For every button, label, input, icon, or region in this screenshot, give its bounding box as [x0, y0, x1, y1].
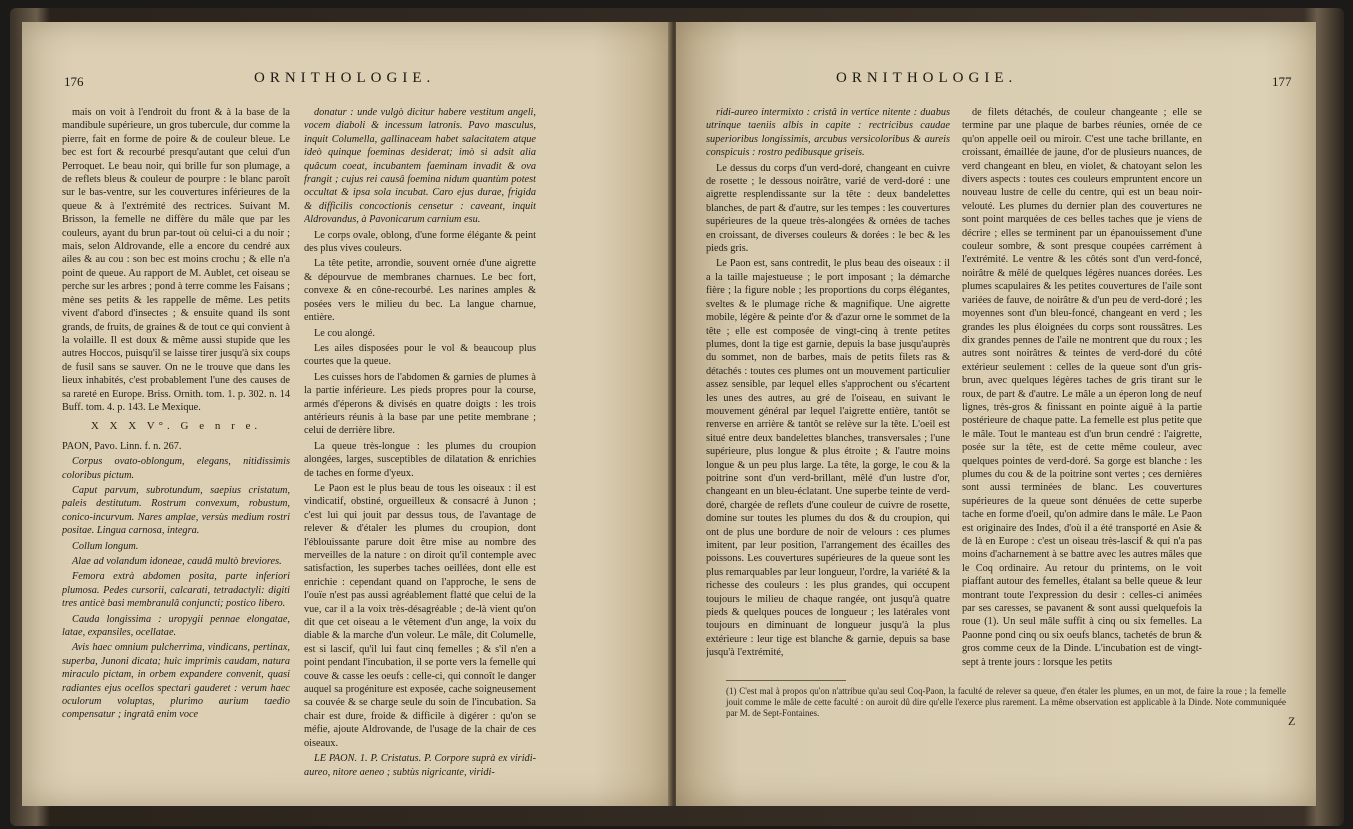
- paragraph: Le Paon est, sans contredit, le plus beau des oiseaux : il a la taille majestueuse ; le port imposant ; la démarche fière ; la figure noble ; les proportions du corps élégantes, sveltes & le plumage riche & magnifique. Une aigrette mobile, légère & peinte d'or & d'azur orne le sommet de la tête ; elle est composée de vingt-cinq à trente petites plumes, dont la tige est garnie, depuis la base jusqu'auprès du sommet, non de barbes, mais de petits filets ras & détachés : toutes ces plumes ont un mouvement particulier assez sensible, par lequel elles s'approchent ou s'écartent les unes des autres, au gré de l'oiseau, en suivant le mouvement général par lequel l'aigrette entière, tantôt se renverse en arrière & tantôt se relève sur la tête. L'oeil est situé entre deux bandelettes blanches, transversales ; l'une supérieure, plus longue & plus étroite ; & l'autre moins longue & un peu plus large. La tête, la gorge, le cou & la poitrine sont d'un verd-brillant, mêlé d'un lustre d'or, changeant en un bleu-éclatant. Une superbe teinte de verd-doré, chargée de reflets d'une couleur de cuivre de rosette, domine sur toutes les plumes du dos & du croupion, qui ont de plus une bordure de noir de velours : ces plumes imitent, par leur position, l'arrangement des écailles des poissons. Les couvertures supérieures de la queue sont les plus remarquables par leur longueur, l'ordre, la variété & la richesse des couleurs : les plus grandes, qui occupent toujours le milieu de chaque rangée, ont jusqu'à quatre pieds & quelques pouces de longueur ; les latérales vont toujours en diminuant de longueur jusqu'à la plus extérieure : leur tige est blanche & garnie, depuis sa base jusqu'à l'extrémité,: [706, 258, 950, 659]
- page-number: 176: [64, 74, 84, 89]
- running-head: ORNITHOLOGIE.: [254, 70, 436, 86]
- right-page: [676, 22, 1316, 806]
- latin-paragraph: Avis haec omnium pulcherrima, vindicans, pertinax, superba, Junoni dicata; huic imprimis caudam, natura miraculo pictam, in orbem expandere convenit, quasi radiantes ejus ocellos spectari gauderet : verum haec oculorum voluptas, plurimo aurium taedio compensatur ; ingratâ enim voce: [62, 642, 290, 721]
- paragraph: Le Paon est le plus beau de tous les oiseaux : il est vindicatif, obstiné, orgueilleux & consacré à Junon ; c'est lui qui jouit par dessus tous, de l'avantage de relever & d'étaler les plumes du croupion, dont l'éblouissante parure doit être mise au nombre des merveilles de la nature : on diroit qu'il contemple avec satisfaction, les superbes taches oeillées, dont elle est enrichie : cependant quand on l'approche, le sens de l'ouïe n'est pas aussi agréablement flatté que celui de la vue, car il a la voix très-désagréable ; de-là vient qu'on dit que cet oiseau a le vêtement d'un ange, la voix du diable & la marche d'un voleur. Le mâle, dit Columelle, est si lascif, qu'il lui faut cinq femelles ; & s'il n'en a point pendant l'incubation, il se porte vers la femelle qui couve & casse les oeufs : celle-ci, qui connoît le danger auquel sa progéniture est exposée, cache soigneusement sa couvée & se charge seule du soin de l'incubation. Sa chair est dure, froide & difficile à digérer : qu'on se méfie, ajoute Aldrovande, de l'usage de la chair de ces oiseaux.: [304, 482, 536, 749]
- latin-paragraph: donatur : unde vulgò dicitur habere vestitum angeli, vocem diaboli & incessum latronis. Pavo masculus, inquit Columella, gallinaceam habet salacitatem atque ideò quinque foeminas desiderat; imò si adsit alia quâcum coeat, incubantem faeminam invadit & ova frangit ; cujus rei causâ foemina nidum quantùm potest occultat & ipsa sola incubat. Caro ejus durae, frigida & difficilis concoctionis censetur : caveant, inquit Aldrovandus, à Pavonicarum carnium esu.: [304, 107, 536, 226]
- latin-paragraph: Alae ad volandum idoneae, caudâ multò breviores.: [72, 556, 282, 567]
- genus-heading: X X X V°. G e n r e.: [90, 420, 262, 433]
- paragraph: de filets détachés, de couleur changeante ; elle se termine par une plaque de barbes réunies, ornée de ce qu'on appelle oeil ou miroir. C'est une tache brillante, en croissant, émaillée de jaune, d'or de plusieurs nuances, de verd changeant en bleu, en violet, & chatoyant selon les divers aspects : toutes ces couleurs empruntent encore un nouveau lustre de celle du centre, qui est un beau noir-velouté. Les plumes du dernier plan des couvertures ne sont point marquées de ces belles taches que je viens de décrire ; elles se terminent par un épanouissement d'une couleur sombre, & sont presque coupées carrément à l'extrémité. Le ventre & les côtés sont d'un verd-foncé, noirâtre & mêlé de quelques légères nuances dorées. Les plumes scapulaires & les petites couvertures de l'aile sont variées de fauve, de noirâtre & d'un peu de verd-doré ; les moyennes sont d'un bleu-foncé, changeant en verd ; les grandes les plus éloignées du corps sont roussâtres. Les dix grandes pennes de l'aile ne montrent que du roux ; les autres sont noirâtres & teintes de verd-doré du côté extérieur seulement : celles de la queue sont d'un gris-brun, avec quelques légères taches de gris tirant sur le roux, de part & d'autre. Le mâle a un éperon long de neuf lignes, très-gros & finissant en pointe aiguë à la partie postérieure de chaque patte. La femelle est plus petite que le mâle. Tout le manteau est d'un brun cendré : l'aigrette, posée sur la tête, est de cette même couleur, avec quelques pointes de verd-doré. Sa gorge est blanche : les plumes du cou & de la poitrine sont vertes ; ces dernières sont aussi terminées de blanc. Les couvertures supérieures de la queue sont dénuées de cette superbe tache en forme d'oeil, qu'on admire dans le mâle. Le Paon est originaire des Indes, d'où il a été transporté en Asie & de là en Europe : c'est un oiseau très-lascif & qui n'a pas moins d'acharnement à se battre avec les autres mâles que le Coq ordinaire. Au retour du printems, on le voit piaffant autour des femelles, étalant sa belle queue & leur montrant toute l'expression du desir : celles-ci animées par ses caresses, se pavanent & sont aussi quelquefois la roue (1). Un seul mâle suffit à cinq ou six femelles. La Paonne pond cinq ou six oeufs blancs, tachetés de brun & gros comme ceux de la Dinde. L'incubation est de vingt-sept à trente jours : lorsque les petits: [962, 107, 1202, 668]
- paragraph: La queue très-longue : les plumes du croupion alongées, larges, susceptibles de dilatation & enrichies de taches en forme d'yeux.: [304, 440, 536, 479]
- latin-paragraph: Corpus ovato-oblongum, elegans, nitidissimis coloribus pictum.: [62, 456, 290, 481]
- right-column-1: [706, 106, 950, 676]
- page-number: 177: [1272, 74, 1292, 89]
- running-head: ORNITHOLOGIE.: [836, 70, 1018, 86]
- paragraph: mais on voit à l'endroit du front & à la base de la mandibule supérieure, un gros tubercule, dur comme la pierre, fait en forme de poire & de couleur bleue. Le bec est fort & recourbé presqu'autant que celui d'un Perroquet. Le beau noir, qui brille fur son plumage, a de reflets bleus & couleur de pourpre : le blanc paroît sur le bas-ventre, sur les couvertures inférieures de la queue & à l'extrémité des rectrices. Suivant M. Brisson, la femelle ne diffère du mâle que par les couleurs, ayant du brun par-tout où celui-ci a du noir ; mais, selon Aldrovande, elle a encore du cendré aux ailes & au cou : son bec est moins crochu ; & elle n'a point de queue. Au rapport de M. Aublet, cet oiseau se perche sur les arbres ; pond à terre comme les Faisans ; mène ses petits & les rappelle de même. Les petits vivent d'abord d'insectes ; & ensuite quand ils sont grands, de fruits, de graines & de tout ce qui convient à la volaille. Il est doux & même aussi stupide que les autres Hoccos, puisqu'il se laisse tirer jusqu'à six coups de fusil sans se sauver. On ne le trouve que dans les lieux inhabités, c'est probablement l'une des causes de sa rareté en Europe. Briss. Ornith. tom. 1. p. 302. n. 14 Buff. tom. 4. p. 143. Le Mexique.: [62, 107, 290, 413]
- footnote-rule: [726, 680, 846, 681]
- right-column-2: [962, 106, 1202, 676]
- latin-paragraph: LE PAON. 1. P. Cristatus. P. Corpore suprà ex viridi-aureo, nitore aeneo ; subtùs nigricante, viridi-: [304, 753, 536, 778]
- paragraph: Le cou alongé.: [314, 327, 375, 339]
- paragraph: Le corps ovale, oblong, d'une forme élégante & peint des plus vives couleurs.: [304, 229, 536, 255]
- latin-paragraph: Femora extrà abdomen posita, parte inferiori plumosa. Pedes cursorii, calcarati, tetradactyli: digiti tres anticè basi membranulâ conjuncti; postico libero.: [62, 571, 290, 610]
- paragraph: Les ailes disposées pour le vol & beaucoup plus courtes que la queue.: [304, 342, 536, 368]
- latin-paragraph: Cauda longissima : uropygii pennae elongatae, latae, expansiles, ocellatae.: [62, 613, 290, 639]
- latin-paragraph: Caput parvum, subrotundum, saepius cristatum, paleis destitutum. Rostrum convexum, robustum, conico-incurvum. Nares amplae, versùs medium rostri positae. Lingua carnosa, integra.: [62, 484, 290, 537]
- left-column-2: [304, 106, 536, 796]
- paragraph: Le dessus du corps d'un verd-doré, changeant en cuivre de rosette ; le dessous noirâtre, varié de verd-doré : une aigrette resplendissante sur la tête : deux bandelettes blanches, de part & d'autre, sur les tempes : les couvertures supérieures de la queue très-alongées & ornées de taches en croissant, de diverses couleurs & dorées : le bec & les pieds gris.: [706, 162, 950, 255]
- left-column-1: [62, 106, 290, 796]
- latin-paragraph: ridi-aureo intermixto : cristâ in vertice nitente : duabus utrinque taeniis albis in capite : rectricibus caudae superioribus longissimis, arcubus versicoloribus & aureis conspicuis : rostro pedibusque griseis.: [706, 107, 950, 159]
- paragraph: La tête petite, arrondie, souvent ornée d'une aigrette & dépourvue de membranes charnues. Le bec fort, convexe & en cône-recourbé. Les narines amples & posées vers le milieu du bec. La langue charnue, entière.: [304, 258, 536, 324]
- footnote: (1) C'est mal à propos qu'on n'attribue qu'au seul Coq-Paon, la faculté de relever sa queue, d'en étaler les plumes, en un mot, de faire la roue ; la femelle jouit comme le mâle de cette faculté : on auroit dû dire qu'elle l'exerce plus rarement. La même observation est applicable à la Dinde. Note communiquée par M. de Sept-Fontaines.: [726, 686, 1286, 718]
- latin-paragraph: Collum longum.: [72, 540, 139, 552]
- left-page: [22, 22, 672, 806]
- paragraph: Les cuisses hors de l'abdomen & garnies de plumes à la partie inférieure. Les pieds propres pour la course, armés d'éperons & divisés en quatre doigts : les trois antérieurs réunis à la base par une petite membrane ; celui de derrière libre.: [304, 371, 536, 437]
- signature-mark: Z: [1288, 714, 1296, 728]
- entry-title: PAON, Pavo. Linn. f. n. 267.: [62, 440, 182, 452]
